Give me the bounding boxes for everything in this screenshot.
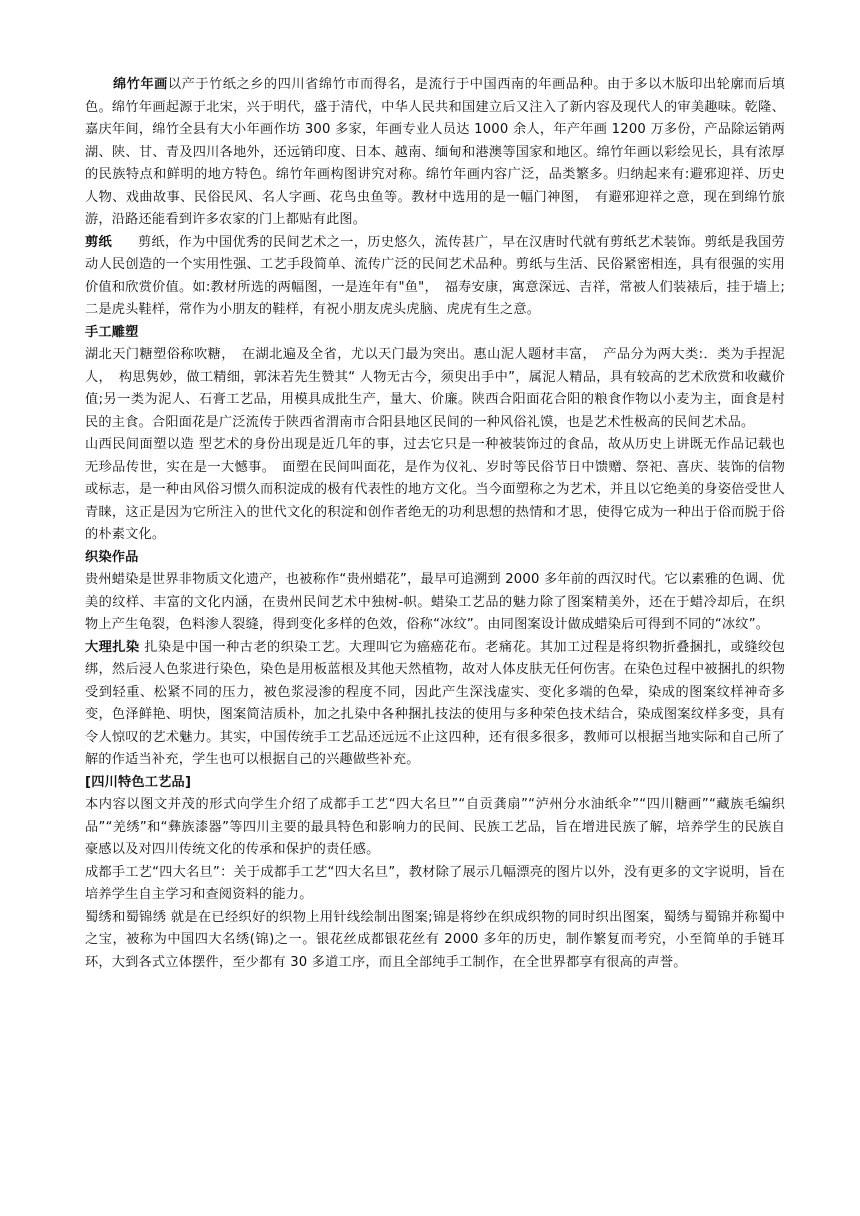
paragraph-zhiran: 贵州蜡染是世界非物质文化遗产，也被称作“贵州蜡花”，最早可追溯到 2000 多年前的西汉时代。它以素雅的色调、优美的纹样、丰富的文化内涵，在贵州民间艺术中独树-帜。蜡染工艺品的魅力除了图案精美外，还在于蜡冷却后，在织物上产生龟裂，色料渗人裂缝，得到变化多样的色效，俗称“冰纹”。由同图案设计做成蜡染后可得到不同的“冰纹”。 [85, 572, 785, 632]
paragraph-sichuan-1: 本内容以图文并茂的形式向学生介绍了成都手工艺“四大名旦”“自贡龚扇”“泸州分水油纸伞”“四川糖画”“藏族毛编织品”“羌绣”和“彝族漆器”等四川主要的最具特色和影响力的民间、民族工艺品，旨在增进民族了解，培养学生的民族自豪感以及对四川传统文化的传承和保护的责任感。 [85, 797, 785, 857]
mianzhu-text: 以产于竹纸之乡的四川省绵竹市而得名，是流行于中国西南的年画品种。由于多以木版印出轮廓而后填色。绵竹年画起源于北宋，兴于明代，盛于清代，中华人民共和国建立后又注入了新内容及现代人的审美趣味。乾隆、嘉庆年间，绵竹全县有大小年画作坊 300 多家，年画专业人员达 1000 余人，年产年画 1200 万多份，产品除运销两湖、陕、甘、青及四川各地外，还远销印度、日本、越南、缅甸和港澳等国家和地区。绵竹年画以彩绘见长，具有浓厚的民族特点和鲜明的地方特色。绵竹年画构图讲究对称。绵竹年画内容广泛，品类繁多。归纳起来有:避邪迎祥、历史人物、戏曲故事、民俗民风、名人字画、花鸟虫鱼等。教材中选用的是一幅门神图， 有避邪迎祥之意，现在到绵竹旅游，沿路还能看到许多农家的门上都贴有此图。 [85, 77, 785, 227]
paragraph-jianzhi [85, 232, 785, 322]
paragraph-diaosu-1: 湖北天门糖塑俗称吹糖， 在湖北遍及全省，尤以天门最为突出。惠山泥人题材丰富， 产品分为两大类:．类为手捏泥人， 构思隽妙，做工精细，郭沫若先生赞其“ 人物无古今，须臾出手中”，属泥人精品，具有较高的艺术欣赏和收藏价值;另一类为泥人、石膏工艺品，用模具成批生产，量大、价廉。陕西合阳面花合阳的粮食作物以小麦为主，面食是村民的主食。合阳面花是广泛流传于陕西省渭南市合阳县地区民间的一种风俗礼馍，也是艺术性极高的民间艺术品。 [85, 347, 785, 430]
paragraph-sichuan-3: 蜀绣和蜀锦绣 就是在已经织好的织物上用针线绘制出图案;锦是将纱在织成织物的同时织出图案，蜀绣与蜀锦并称蜀中之宝，被称为中国四大名绣(锦)之一。银花丝成都银花丝有 2000 多年的历史，制作繁复而考究，小至简单的手链耳环，大到各式立体摆件，至少都有 30 多道工序，而且全部纯手工制作，在全世界都享有很高的声誉。 [85, 909, 785, 970]
heading-shougong-diaosu: 手工雕塑 [85, 324, 139, 340]
term-jianzhi: 剪纸 [85, 234, 112, 250]
term-mianzhu-nianhua: 绵竹年画 [113, 77, 168, 92]
paragraph-sichuan-2: 成都手工艺“四大名旦”：关于成都手工艺“四大名旦”，教材除了展示几幅漂亮的图片以外，没有更多的文字说明，旨在培养学生自主学习和查阅资料的能力。 [85, 864, 785, 902]
heading-zhiran-zuopin: 织染作品 [85, 549, 139, 565]
paragraph-mianzhu-nianhua [85, 74, 785, 232]
paragraph-dali-zharan [85, 637, 785, 772]
document-page [85, 74, 785, 974]
jianzhi-text: 剪纸，作为中国优秀的民间艺术之一，历史悠久，流传甚广，早在汉唐时代就有剪纸艺术装饰。剪纸是我国劳动人民创造的一个实用性强、工艺手段简单、流传广泛的民间艺术品种。剪纸与生活、民俗紧密相连，具有很强的实用价值和欣赏价值。如:教材所选的两幅图，一是连年有"鱼"， 福寿安康，寓意深远、吉祥，常被人们装裱后，挂于墙上;二是虎头鞋样，常作为小朋友的鞋样，有祝小朋友虎头虎脑、虎虎有生之意。 [85, 234, 785, 317]
zharan-text: 扎染是中国一种古老的织染工艺。大理叫它为癌癌花布。老痛花。其加工过程是将织物折叠捆扎，或缝绞包绑，然后浸人色浆进行染色，染色是用板蓝根及其他天然植物，故对人体皮肤无任何伤害。在染色过程中被捆扎的织物受到轻重、松紧不同的压力，被色浆浸渗的程度不同，因此产生深浅虚实、变化多端的色晕，染成的图案纹样神奇多变，色泽鲜艳、明快，图案简洁质朴，加之扎染中各种捆扎技法的使用与多种荣色技术结合，染成图案纹样多变，具有令人惊叹的艺术魅力。其实，中国传统手工艺品还远远不止这四种，还有很多很多，教师可以根据当地实际和自己所了解的作适当补充，学生也可以根据自己的兴趣做些补充。 [85, 639, 785, 767]
heading-sichuan-gongyipin: [四川特色工艺品] [85, 774, 192, 790]
term-dali-zharan: 大理扎染 [85, 639, 140, 655]
paragraph-diaosu-2: 山西民间面塑以造 型艺术的身份出现是近几年的事，过去它只是一种被装饰过的食品，故从历史上讲既无作品记载也无珍品传世，实在是一大憾事。 面塑在民间叫面花，是作为仪礼、岁时等民俗节日中馈赠、祭祀、喜庆、装饰的信物或标志，是一种由风俗习惯久而积淀成的极有代表性的地方文化。当今面塑称之为艺术，并且以它绝美的身姿倍受世人青睐，这正是因为它所注入的世代文化的积淀和创作者绝无的功利思想的热情和才思，使得它成为一种出于俗而脱于俗的朴素文化。 [85, 437, 785, 542]
